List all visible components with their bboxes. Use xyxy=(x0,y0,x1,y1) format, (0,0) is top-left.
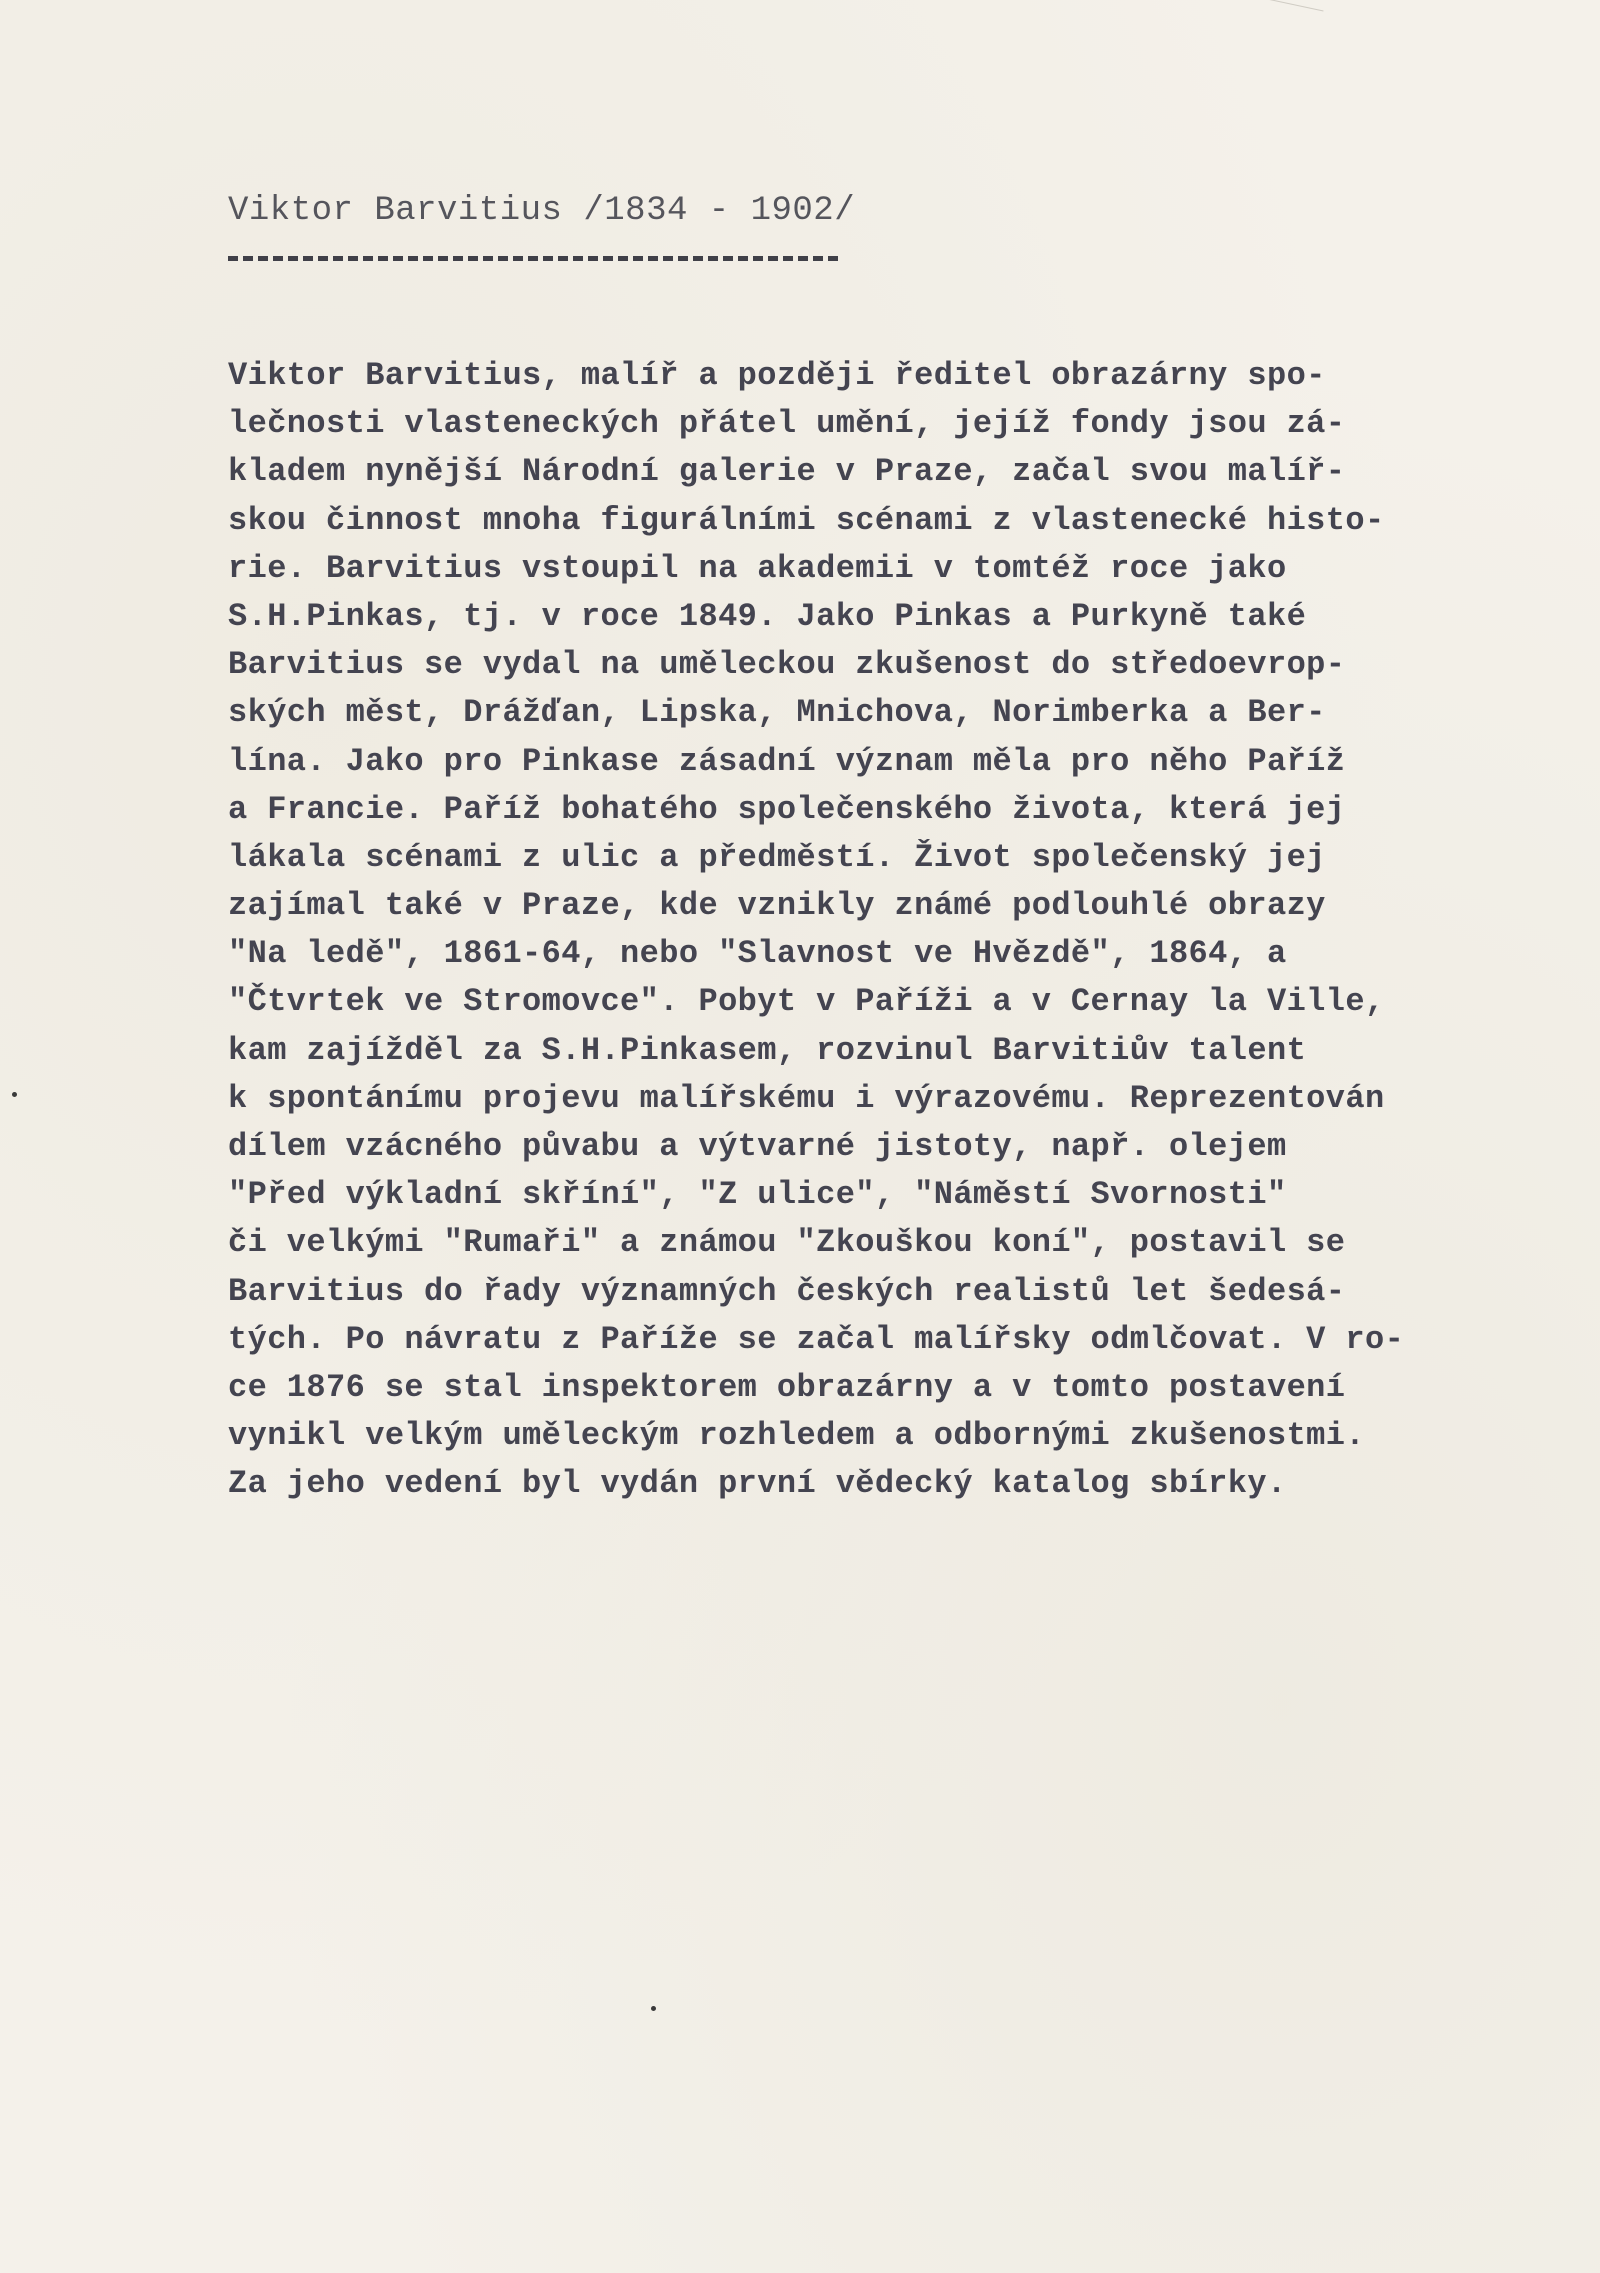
text-line: "Před výkladní skříní", "Z ulice", "Náměstí Svornosti" xyxy=(228,1176,1287,1214)
document-title: Viktor Barvitius /1834 - 1902/ xyxy=(228,192,856,230)
text-line: kladem nynější Národní galerie v Praze, začal svou malíř- xyxy=(228,453,1346,491)
text-line: "Na ledě", 1861-64, nebo "Slavnost ve Hvězdě", 1864, a xyxy=(228,935,1287,973)
text-line: ských měst, Drážďan, Lipska, Mnichova, Norimberka a Ber- xyxy=(228,694,1326,732)
text-line: Za jeho vedení byl vydán první vědecký katalog sbírky. xyxy=(228,1465,1287,1503)
paper-corner-mark xyxy=(1260,0,1323,31)
paper-speck xyxy=(12,1092,17,1097)
text-line: lína. Jako pro Pinkase zásadní význam měla pro něho Paříž xyxy=(228,742,1346,780)
text-line: kam zajížděl za S.H.Pinkasem, rozvinul Barvitiův talent xyxy=(228,1031,1307,1069)
text-line: či velkými "Rumaři" a známou "Zkouškou koní", postavil se xyxy=(228,1224,1346,1262)
text-line: ce 1876 se stal inspektorem obrazárny a v tomto postavení xyxy=(228,1368,1346,1406)
text-line: Viktor Barvitius, malíř a později ředitel obrazárny spo- xyxy=(228,357,1326,394)
paper-speck xyxy=(651,2006,656,2011)
text-line: vynikl velkým uměleckým rozhledem a odbornými zkušenostmi. xyxy=(228,1417,1365,1455)
text-line: Barvitius se vydal na uměleckou zkušenost do středoevrop- xyxy=(228,646,1346,684)
text-line: S.H.Pinkas, tj. v roce 1849. Jako Pinkas a Purkyně také xyxy=(228,597,1307,635)
text-line: lákala scénami z ulic a předměstí. Život společenský jej xyxy=(228,838,1326,876)
title-underline xyxy=(228,256,838,261)
text-line: skou činnost mnoha figurálními scénami z vlastenecké histo- xyxy=(228,501,1385,539)
text-line: tých. Po návratu z Paříže se začal malířsky odmlčovat. V ro- xyxy=(228,1320,1405,1358)
text-line: Barvitius do řady významných českých realistů let šedesá- xyxy=(228,1272,1346,1310)
text-line: lečnosti vlasteneckých přátel umění, jejíž fondy jsou zá- xyxy=(228,405,1346,443)
text-line: a Francie. Paříž bohatého společenského života, která jej xyxy=(228,790,1346,828)
body-paragraph xyxy=(228,352,1468,1509)
text-line: zajímal také v Praze, kde vznikly známé podlouhlé obrazy xyxy=(228,887,1326,925)
text-line: "Čtvrtek ve Stromovce". Pobyt v Paříži a v Cernay la Ville, xyxy=(228,983,1385,1021)
text-line: rie. Barvitius vstoupil na akademii v tomtéž roce jako xyxy=(228,549,1287,587)
text-line: dílem vzácného půvabu a výtvarné jistoty, např. olejem xyxy=(228,1128,1287,1165)
text-line: k spontánímu projevu malířskému i výrazovému. Reprezentován xyxy=(228,1079,1385,1117)
